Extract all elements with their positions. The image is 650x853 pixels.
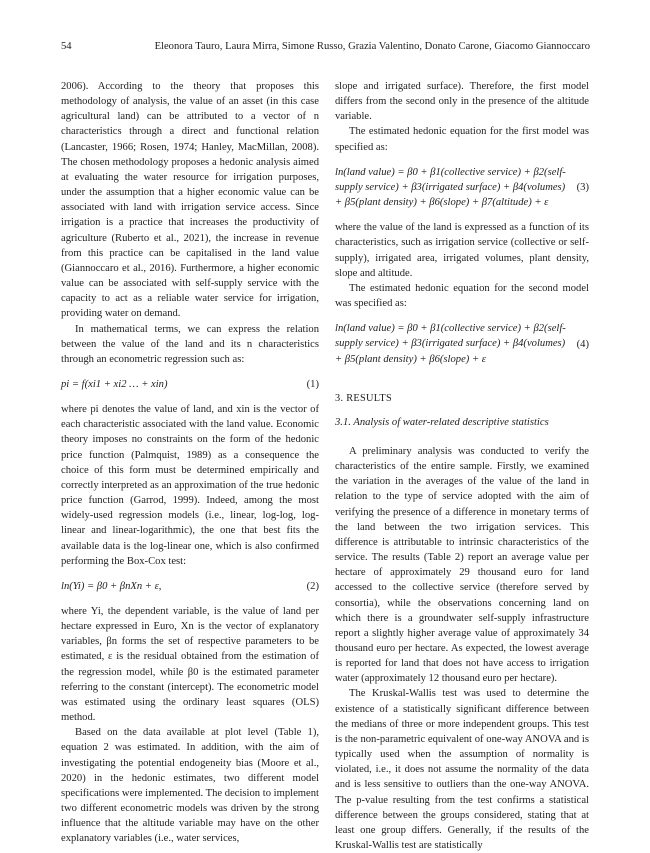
equation-1 — [61, 377, 319, 392]
equation-number: (2) — [306, 580, 319, 592]
paragraph: where Yi, the dependent variable, is the value of land per hectare expressed in Euro, Xn is the vector of explanatory variables, βn forms the set of respective parameters to be estimated, ε is the residual obtained from the estimation of the regression model, while β0 is the estimated parameter referring to the constant (intercept). The econometric model was estimated using the ordinary least squares (OLS) method. — [61, 606, 319, 724]
equation-2 — [61, 579, 319, 594]
paragraph: slope and irrigated surface). Therefore, the first model differs from the second only in the presence of the altitude variable. — [335, 81, 589, 123]
equation-body: pi = f(xi1 + xi2 … + xin) — [61, 378, 168, 390]
equation-line: supply service) + β3(irrigated surface) + β4(volumes) — [335, 338, 566, 350]
paragraph: A preliminary analysis was conducted to verify the characteristics of the entire sample. Firstly, we examined the variation in the averages of the value of the land in relation to the type of service adopted with the aim of verifying the presence of a difference in monetary terms of the land between the two irrigation services. This difference is attributable to intrinsic characteristics of the service. The results (Table 2) report an average value per hectare of approximately 29 thousand euro for land accessed to the collective service (therefore served by consortia), while the observations concerning land on which there is a groundwater self-supply infrastructure report a slightly higher average value of approximately 34 thousand euro per hectare. As expected, the lowest average is reported for land that does not have access to irrigation water (approximately 12 thousand euro per hectare). — [335, 445, 589, 685]
left-column — [61, 79, 319, 847]
section-heading: 3. RESULTS — [335, 392, 392, 404]
equation-line: ln(land value) = β0 + β1(collective service) + β2(self- — [335, 323, 566, 335]
equation-line: supply service) + β3(irrigated surface) + β4(volumes) — [335, 181, 566, 193]
page-number: 54 — [61, 41, 72, 52]
equation-number: (1) — [306, 378, 319, 390]
equation-line: + β5(plant density) + β6(slope) + β7(altitude) + ε — [335, 197, 549, 209]
paragraph: 2006). According to the theory that proposes this methodology of analysis, the value of an asset (in this case agricultural land) can be attributed to a vector of n characteristics through a direct and functional relation (Lancaster, 1966; Rosen, 1974; Hanley, MacMillan, 2008). The chosen methodology proposes a hedonic analysis aimed at evaluating the water resource for irrigation purposes, under the assumption that a higher economic value can be associated with land with irrigation service access. Since irrigation is a practice that increases the productivity of agriculture (Ruberto et al., 2021), the increase in revenue from this practice can be capitalised in the land value (Giannoccaro et al., 2016). Furthermore, a higher economic value can be associated with self-supply service with the capacity to act as a reliable water service for irrigation, providing water on demand. — [61, 81, 319, 320]
paragraph: where the value of the land is expressed as a function of its characteristics, such as irrigation service (collective or self-supply), irrigated area, irrigated volumes, plant density, slope and altitude. — [335, 222, 589, 279]
right-column — [335, 79, 589, 853]
equation-line: ln(land value) = β0 + β1(collective service) + β2(self- — [335, 166, 566, 178]
equation-line: + β5(plant density) + β6(slope) + ε — [335, 353, 486, 365]
paragraph: Based on the data available at plot level (Table 1), equation 2 was estimated. In addition, with the aim of investigating the potential endogeneity bias (Moore et al., 2020) in the hedonic estimates, two different model specifications were implemented. The decision to implement two different econometric models was driven by the strong influence that the altitude variable may have on the other explanatory variables (i.e., water services, — [61, 727, 319, 845]
equation-4 — [335, 321, 589, 366]
equation-3 — [335, 165, 589, 210]
equation-number: (4) — [576, 338, 589, 350]
subsection-heading: 3.1. Analysis of water-related descriptive statistics — [335, 416, 549, 428]
paragraph: The estimated hedonic equation for the second model was specified as: — [335, 282, 589, 310]
paragraph: where pi denotes the value of land, and xin is the vector of each characteristic associated with the land value. Economic theory imposes no constraints on the form of the hedonic price function (Palmquist, 1989) as a consequence the choice of this form must be determined empirically and correctly interpreted as an approximation of the true hedonic price function (Garrod, 1999). Indeed, among the most widely-used regression models (i.e., linear, log-log, log-linear and linear-logarithmic), the one that best fits the available data is the log-linear one, which is also confirmed performing the Box-Cox test: — [61, 404, 319, 567]
equation-body: ln(Yi) = β0 + βnXn + ε, — [61, 580, 162, 592]
running-authors: Eleonora Tauro, Laura Mirra, Simone Russo, Grazia Valentino, Donato Carone, Giacomo Giannoccaro — [154, 41, 590, 52]
paragraph: In mathematical terms, we can express the relation between the value of the land and its n characteristics through an econometric regression such as: — [61, 323, 319, 365]
equation-number: (3) — [576, 182, 589, 194]
paragraph: The estimated hedonic equation for the first model was specified as: — [335, 126, 589, 153]
paragraph: The Kruskal-Wallis test was used to determine the existence of a statistically significant difference between the medians of three or more independent groups. This test is the non-parametric equivalent of one-way ANOVA and is typically used when the assumption of normality is violated, i.e., it does not assume the normality of the data and is less sensitive to outliers than the one-way ANOVA. The p-value resulting from the test confirms a statistical difference between the groups considered, stating that at least one group differs. Generally, if the results of the Kruskal-Wallis test are statistically — [335, 688, 589, 852]
